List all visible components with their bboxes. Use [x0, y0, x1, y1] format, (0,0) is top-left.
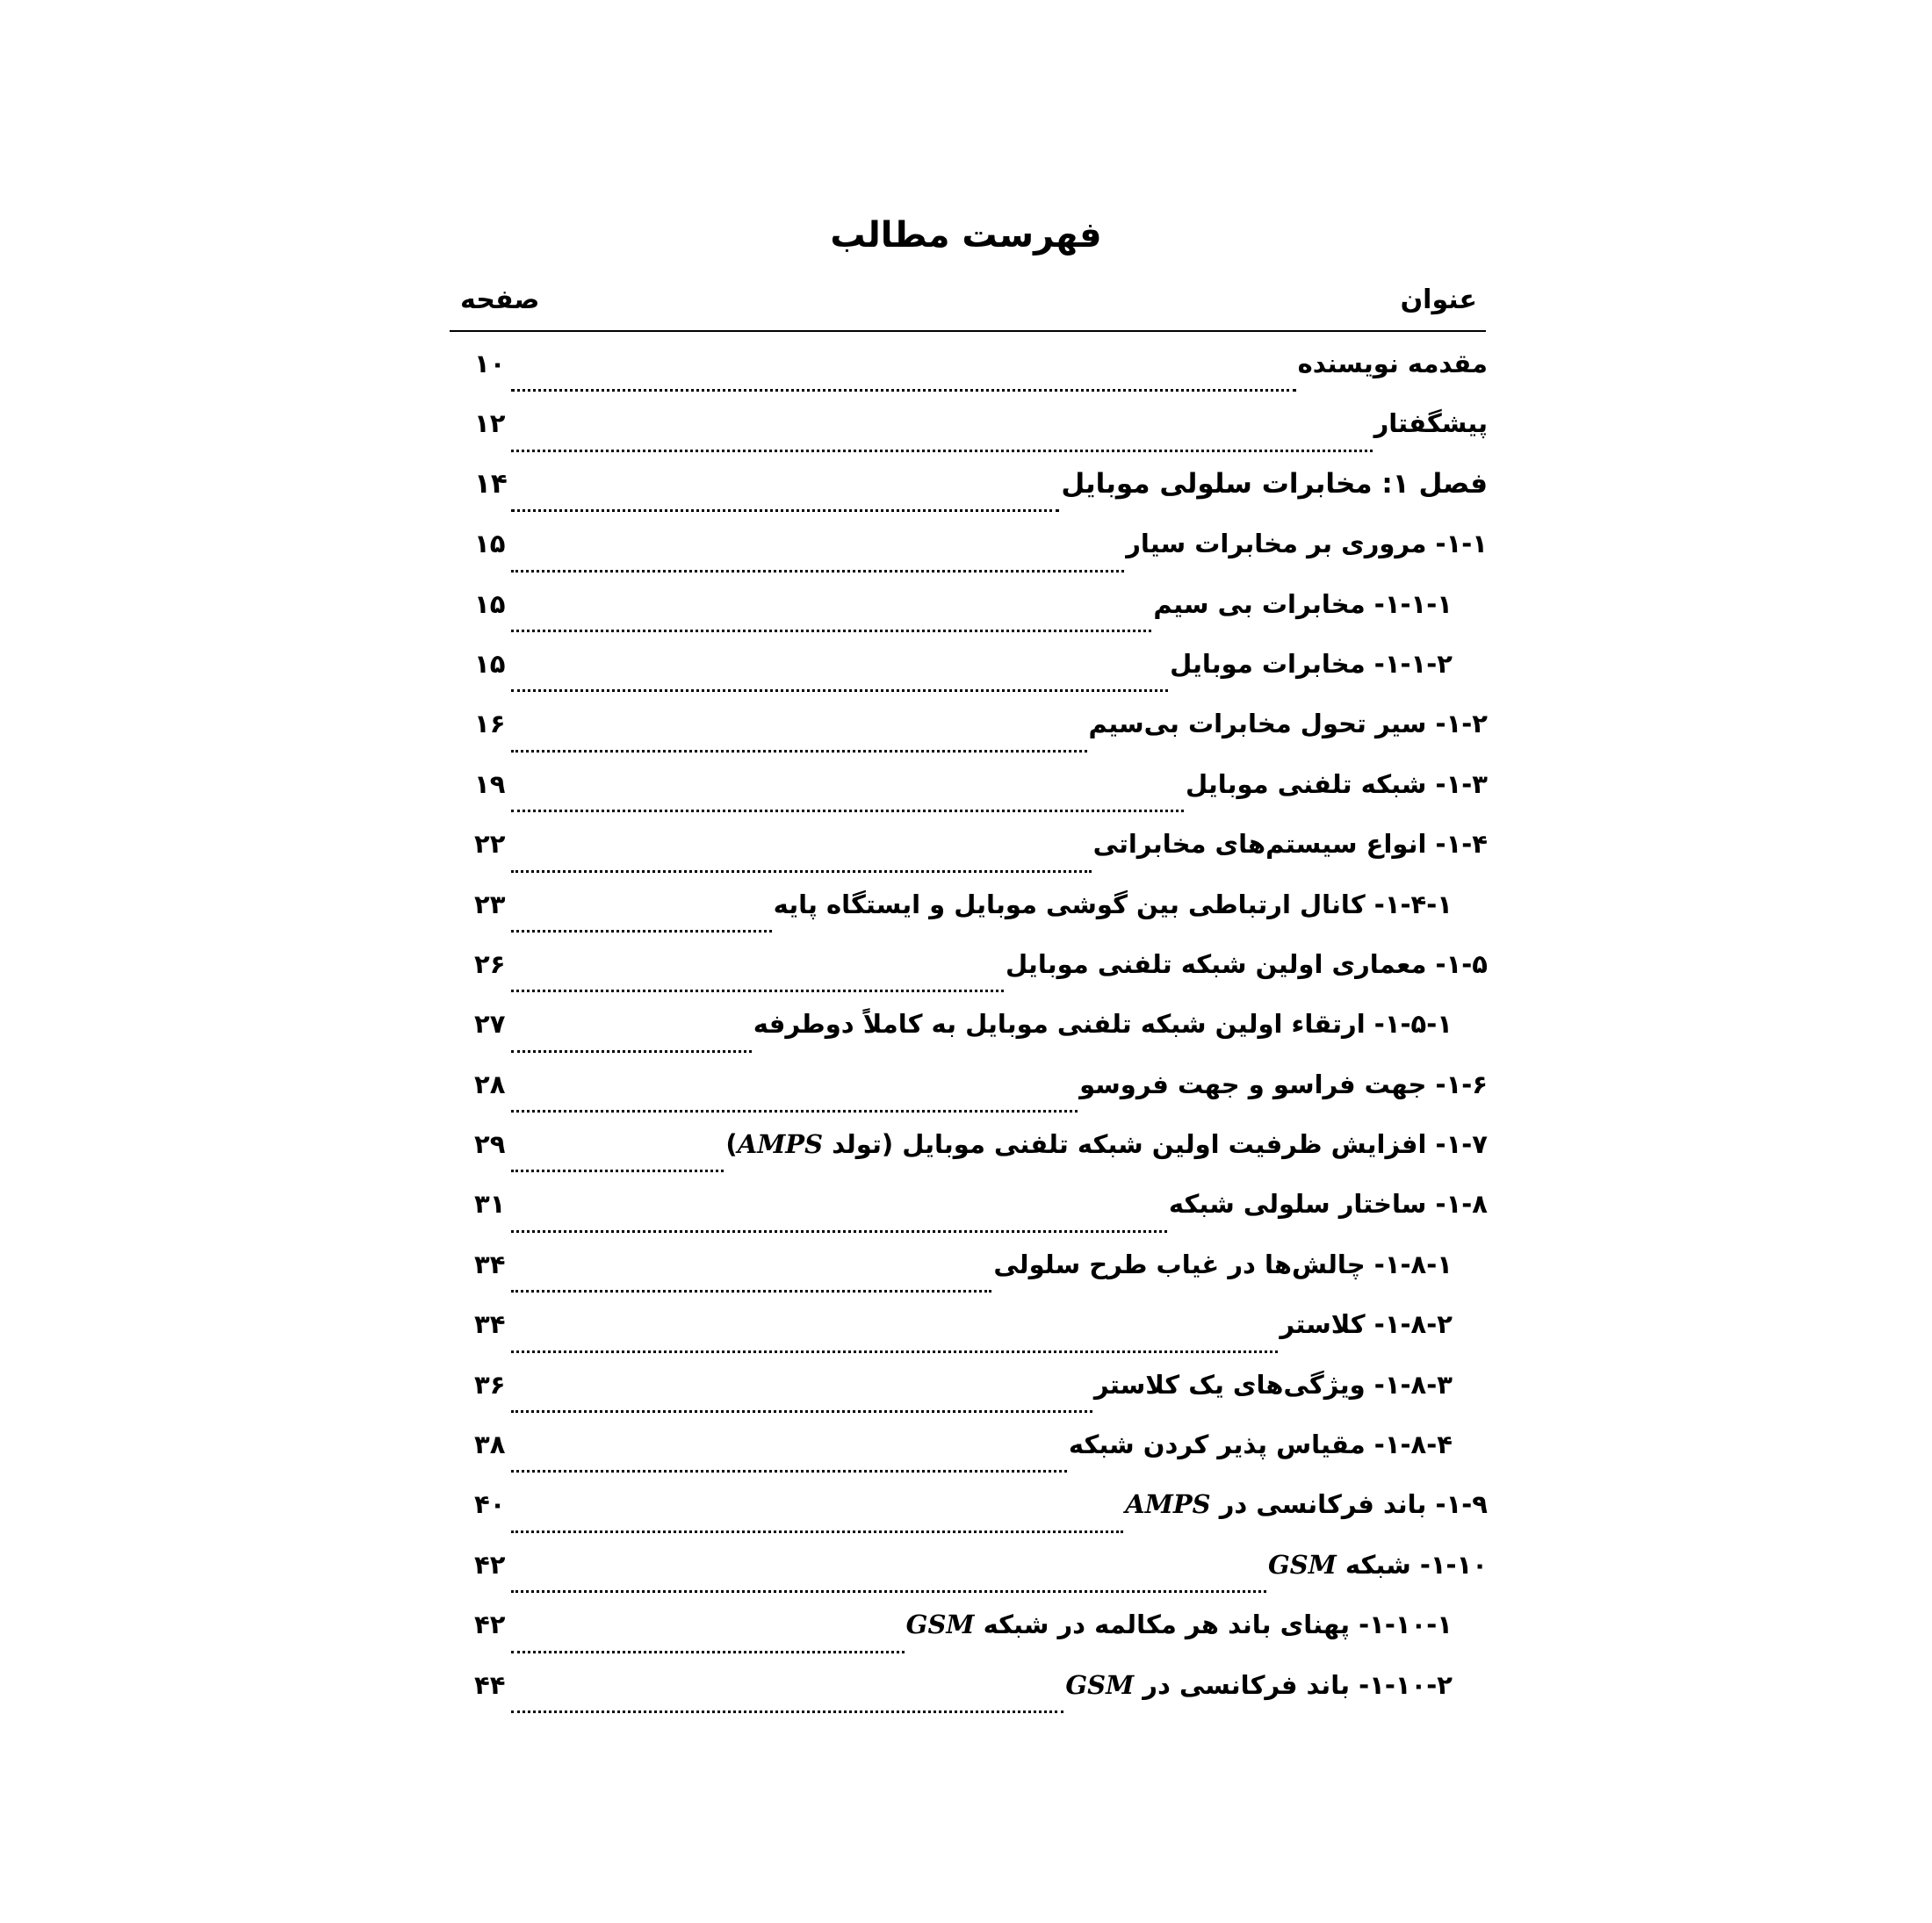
toc-entry-text: ۱-۶- جهت فراسو و جهت فروسو: [1079, 1069, 1488, 1099]
toc-entry-page: ۳۴: [474, 1309, 506, 1340]
toc-entry-text: مقدمه نویسنده: [1297, 349, 1488, 378]
toc-entry-page: ۱۰: [474, 349, 506, 378]
dot-leader: [511, 1170, 724, 1172]
toc-entry-title: [1079, 1065, 1488, 1104]
toc-entry: [474, 1065, 1488, 1125]
toc-entry: [474, 404, 1488, 464]
toc-entry-text: ۱-۵-۱- ارتقاء اولین شبکه تلفنی موبایل به کاملاً دوطرفه: [753, 1009, 1453, 1040]
toc-entry-title: [1170, 645, 1453, 683]
toc-entry: [474, 1185, 1488, 1244]
toc-entry-title: [906, 1605, 1453, 1644]
toc-entry-acronym: AMPS: [1125, 1489, 1211, 1520]
dot-leader: [511, 450, 1373, 452]
toc-entry-page: ۲۲: [474, 829, 506, 860]
toc-entry-title: [725, 1125, 1488, 1163]
toc-entry-page: ۲۷: [474, 1009, 506, 1040]
toc-entry-page: ۳۴: [474, 1249, 506, 1279]
toc-entry-title: [1298, 344, 1488, 383]
toc-entry: [474, 1005, 1488, 1064]
toc-entry-text: ۱-۱-۱- مخابرات بی سیم: [1153, 588, 1453, 619]
toc-entry-title: [1093, 825, 1488, 863]
toc-entry-text: ۱-۸-۳- ویژگی‌های یک کلاستر: [1093, 1369, 1453, 1400]
header-title-column: عنوان: [1400, 284, 1477, 315]
toc-entry-text: ۱-۴- انواع سیستم‌های مخابراتی: [1092, 829, 1488, 860]
dot-leader: [511, 1290, 991, 1293]
dot-leader: [511, 810, 1184, 812]
toc-entry-text: ۱-۱۰-۱- پهنای باند هر مکالمه در شبکه: [974, 1610, 1453, 1640]
dot-leader: [511, 1230, 1167, 1233]
toc-entry-text: ۱-۲- سیر تحول مخابرات بی‌سیم: [1088, 709, 1488, 739]
toc-entry-page: ۲۹: [474, 1129, 506, 1160]
toc-entry-title: [1169, 1185, 1488, 1223]
toc-entry-acronym: GSM: [1268, 1549, 1337, 1580]
toc-entry-text: ۱-۱۰-۲- باند فرکانسی در: [1134, 1669, 1453, 1700]
dot-leader: [511, 1110, 1078, 1113]
toc-entry-title: [1153, 585, 1453, 623]
dot-leader: [511, 689, 1168, 692]
toc-entry: [474, 344, 1488, 404]
toc-entry-title: [1186, 765, 1488, 803]
toc-entry: [474, 1305, 1488, 1365]
toc-entry-page: ۴۴: [474, 1669, 506, 1700]
toc-entry-text: فصل ۱: مخابرات سلولی موبایل: [1061, 467, 1488, 500]
toc-entry-text: ۱-۳- شبکه تلفنی موبایل: [1185, 768, 1488, 799]
toc-entry-title: [1125, 1485, 1488, 1523]
toc-entry-text: ۱-۴-۱- کانال ارتباطی بین گوشی موبایل و ایستگاه پایه: [773, 889, 1453, 919]
toc-entry-page: ۱۶: [474, 709, 506, 739]
toc-entry-text: ۱-۹- باند فرکانسی در: [1210, 1489, 1488, 1520]
toc-entry-text: ۱-۱-۲- مخابرات موبایل: [1170, 648, 1453, 679]
toc-entry-text: ۱-۵- معماری اولین شبکه تلفنی موبایل: [1006, 948, 1488, 979]
toc-entry-page: ۴۰: [474, 1489, 506, 1520]
toc-entry-text: ۱-۸-۱- چالش‌ها در غیاب طرح سلولی: [993, 1249, 1453, 1279]
toc-entry-page: ۱۹: [474, 768, 506, 799]
dot-leader: [511, 870, 1092, 873]
dot-leader: [511, 509, 1059, 512]
toc-entry: [474, 1666, 1488, 1725]
dot-leader: [511, 630, 1151, 632]
toc-entry-page: ۲۳: [474, 889, 506, 919]
toc-entry-title: [1089, 704, 1488, 743]
toc-entry-title: [1061, 465, 1488, 503]
toc-entry: [474, 704, 1488, 764]
toc-entry-title: [1069, 1425, 1453, 1464]
toc-entry-acronym: GSM: [1065, 1669, 1135, 1700]
toc-entry-page: ۱۴: [474, 467, 508, 500]
toc-entry-tail: ): [725, 1129, 738, 1160]
toc-entry: [474, 1365, 1488, 1425]
dot-leader: [511, 750, 1087, 753]
toc-entry-acronym: GSM: [905, 1610, 975, 1640]
dot-leader: [511, 1530, 1123, 1533]
toc-entry-text: پیشگفتار: [1373, 408, 1488, 439]
toc-header: [450, 283, 1486, 332]
toc-entry: [474, 1545, 1488, 1605]
toc-entry: [474, 1485, 1488, 1545]
toc-entry-title: [753, 1005, 1453, 1043]
toc-entry-text: ۱-۱- مروری بر مخابرات سیار: [1126, 529, 1488, 559]
toc-entry-title: [993, 1245, 1453, 1284]
toc-entry: [474, 1425, 1488, 1485]
toc-entry-page: ۴۲: [474, 1549, 506, 1580]
toc-entry: [474, 1125, 1488, 1185]
toc-entry-title: [1280, 1305, 1453, 1343]
header-page-column: صفحه: [460, 284, 540, 315]
dot-leader: [511, 1590, 1266, 1593]
toc-entry: [474, 645, 1488, 704]
dot-leader: [511, 1410, 1092, 1413]
toc-entry-text: ۱-۷- افزایش ظرفیت اولین شبکه تلفنی موبایل (تولد: [823, 1129, 1488, 1160]
toc-entry: [474, 945, 1488, 1005]
toc-entry-acronym: AMPS: [737, 1129, 824, 1160]
toc-entry-page: ۴۲: [474, 1610, 506, 1640]
toc-entry-title: [1065, 1666, 1453, 1704]
toc-entry: [474, 465, 1488, 524]
dot-leader: [511, 930, 772, 933]
dot-leader: [511, 1050, 752, 1053]
dot-leader: [511, 990, 1004, 992]
toc-entry-page: ۱۵: [474, 588, 506, 619]
dot-leader: [511, 1711, 1063, 1713]
table-of-contents: [474, 344, 1488, 1725]
toc-entry-title: [1006, 945, 1488, 983]
toc-entry-title: [1374, 404, 1488, 443]
toc-entry-text: ۱-۸-۲- کلاستر: [1280, 1309, 1453, 1340]
toc-entry-title: [1268, 1545, 1488, 1584]
toc-entry: [474, 524, 1488, 584]
toc-entry: [474, 825, 1488, 884]
toc-entry: [474, 585, 1488, 645]
toc-entry-page: ۲۸: [474, 1069, 506, 1099]
toc-entry-page: ۱۵: [474, 648, 506, 679]
toc-entry-text: ۱-۸- ساختار سلولی شبکه: [1168, 1189, 1488, 1220]
dot-leader: [511, 389, 1296, 392]
dot-leader: [511, 570, 1124, 573]
toc-entry: [474, 1245, 1488, 1305]
toc-entry-text: ۱-۱۰- شبکه: [1336, 1549, 1488, 1580]
dot-leader: [511, 1651, 905, 1653]
toc-entry-page: ۲۶: [474, 948, 506, 979]
toc-entry: [474, 885, 1488, 945]
toc-entry-title: [1126, 524, 1488, 563]
toc-entry-page: ۱۵: [474, 529, 506, 559]
toc-entry-text: ۱-۸-۴- مقیاس پذیر کردن شبکه: [1068, 1430, 1453, 1460]
toc-entry: [474, 1605, 1488, 1665]
dot-leader: [511, 1350, 1278, 1353]
toc-entry-title: [774, 885, 1453, 924]
toc-entry-page: ۳۱: [474, 1189, 506, 1220]
toc-entry-page: ۳۸: [474, 1430, 506, 1460]
toc-entry-page: ۳۶: [474, 1369, 506, 1400]
toc-entry-title: [1094, 1365, 1453, 1404]
toc-entry-page: ۱۲: [474, 408, 506, 439]
dot-leader: [511, 1470, 1067, 1473]
toc-entry: [474, 765, 1488, 825]
page-title: فهرست مطالب: [830, 215, 1102, 256]
